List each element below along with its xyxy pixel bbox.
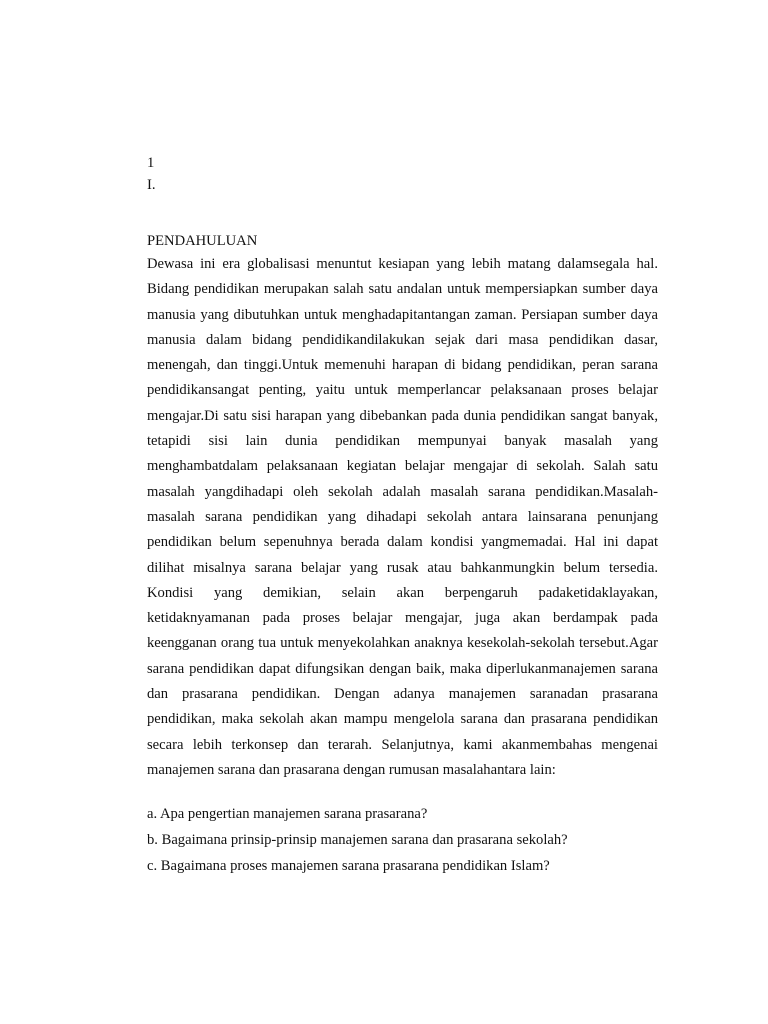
spacer <box>147 783 658 801</box>
page-number: 1 <box>147 155 155 171</box>
section-number: I. <box>147 177 156 193</box>
document-content <box>147 152 658 879</box>
spacer <box>147 196 658 218</box>
body-paragraph: Dewasa ini era globalisasi menuntut kesiapan yang lebih matang dalamsegala hal. Bidang pendidikan merupakan salah satu andalan untuk mempersiapkan sumber daya manusia yang dibutuhkan untuk menghadapitantangan zaman. Persiapan sumber daya manusia dalam bidang pendidikandilakukan sejak dari masa pendidikan dasar, menengah, dan tinggi.Untuk memenuhi harapan di bidang pendidikan, peran sarana pendidikansangat penting, yaitu untuk memperlancar pelaksanaan proses belajar mengajar.Di satu sisi harapan yang dibebankan pada dunia pendidikan sangat banyak, tetapidi sisi lain dunia pendidikan mempunyai banyak masalah yang menghambatdalam pelaksanaan kegiatan belajar mengajar di sekolah. Salah satu masalah yangdihadapi oleh sekolah adalah masalah sarana pendidikan.Masalah-masalah sarana pendidikan yang dihadapi sekolah antara lainsarana penunjang pendidikan belum sepenuhnya berada dalam kondisi yangmemadai. Hal ini dapat dilihat misalnya sarana belajar yang rusak atau bahkanmungkin belum tersedia. Kondisi yang demikian, selain akan berpengaruh padaketidaklayakan, ketidaknyamanan pada proses belajar mengajar, juga akan berdampak pada keengganan orang tua untuk menyekolahkan anaknya kesekolah-sekolah tersebut.Agar sarana pendidikan dapat difungsikan dengan baik, maka diperlukanmanajemen sarana dan prasarana pendidikan. Dengan adanya manajemen saranadan prasarana pendidikan, maka sekolah akan mampu mengelola sarana dan prasarana pendidikan secara lebih terkonsep dan terarah. Selanjutnya, kami akanmembahas mengenai manajemen sarana dan prasarana dengan rumusan masalahantara lain: <box>147 256 658 778</box>
section-heading: PENDAHULUAN <box>147 233 258 249</box>
question-item: a. Apa pengertian manajemen sarana prasarana? <box>147 806 428 823</box>
question-list <box>147 801 658 879</box>
question-item: c. Bagaimana proses manajemen sarana prasarana pendidikan Islam? <box>147 858 550 875</box>
spacer <box>147 218 658 230</box>
question-item: b. Bagaimana prinsip-prinsip manajemen sarana dan prasarana sekolah? <box>147 832 568 849</box>
